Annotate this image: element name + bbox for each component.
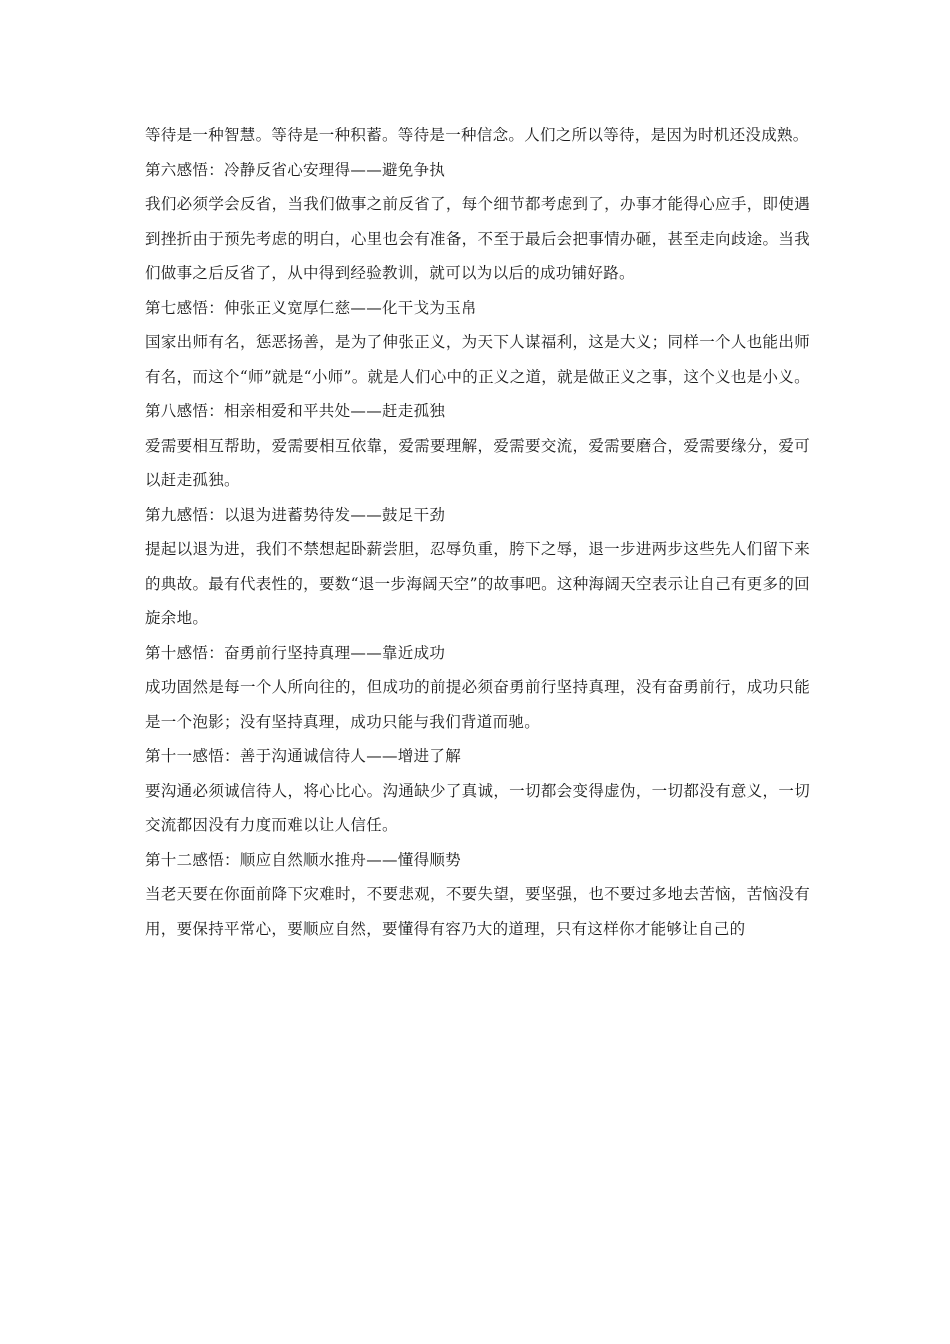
heading-twelfth-insight: 第十二感悟：顺应自然顺水推舟——懂得顺势 bbox=[145, 850, 462, 869]
paragraph-justice: 国家出师有名，惩恶扬善，是为了伸张正义，为天下人谋福利，这是大义；同样一个人也能出师有名，而这个“师”就是“小师”。就是人们心中的正义之道，就是做正义之事，这个义也是小义。 bbox=[145, 333, 810, 386]
paragraph-communication: 要沟通必须诚信待人，将心比心。沟通缺少了真诚，一切都会变得虚伪，一切都没有意义，一切交流都因没有力度而难以让人信任。 bbox=[145, 781, 810, 834]
paragraph-nature: 当老天要在你面前降下灾难时，不要悲观，不要失望，要坚强，也不要过多地去苦恼，苦恼没有用，要保持平常心，要顺应自然，要懂得有容乃大的道理，只有这样你才能够让自己的 bbox=[145, 885, 810, 938]
paragraph-reflection: 我们必须学会反省，当我们做事之前反省了，每个细节都考虑到了，办事才能得心应手，即使遇到挫折由于预先考虑的明白，心里也会有准备，不至于最后会把事情办砸，甚至走向歧途。当我们做事之后反省了，从中得到经验教训，就可以为以后的成功铺好路。 bbox=[145, 195, 810, 282]
heading-eleventh-insight: 第十一感悟：善于沟通诚信待人——增进了解 bbox=[145, 747, 462, 765]
paragraph-love: 爱需要相互帮助，爱需要相互依靠，爱需要理解，爱需要交流，爱需要磨合，爱需要缘分，爱可以赶走孤独。 bbox=[145, 436, 810, 489]
heading-tenth-insight: 第十感悟：奋勇前行坚持真理——靠近成功 bbox=[145, 643, 446, 662]
heading-eighth-insight: 第八感悟：相亲相爱和平共处——赶走孤独 bbox=[145, 402, 446, 420]
paragraph-retreat: 提起以退为进，我们不禁想起卧薪尝胆，忍辱负重，胯下之辱，退一步进两步这些先人们留下来的典故。最有代表性的，要数“退一步海阔天空”的故事吧。这种海阔天空表示让自己有更多的回旋余地。 bbox=[145, 540, 810, 627]
paragraph-waiting: 等待是一种智慧。等待是一种积蓄。等待是一种信念。人们之所以等待，是因为时机还没成熟。 bbox=[145, 126, 809, 144]
heading-ninth-insight: 第九感悟：以退为进蓄势待发——鼓足干劲 bbox=[145, 505, 446, 524]
heading-sixth-insight: 第六感悟：冷静反省心安理得——避免争执 bbox=[145, 160, 446, 179]
heading-seventh-insight: 第七感悟：伸张正义宽厚仁慈——化干戈为玉帛 bbox=[145, 298, 477, 317]
document-page bbox=[145, 118, 810, 946]
paragraph-success: 成功固然是每一个人所向往的，但成功的前提必须奋勇前行坚持真理，没有奋勇前行，成功只能是一个泡影；没有坚持真理，成功只能与我们背道而驰。 bbox=[145, 678, 810, 731]
